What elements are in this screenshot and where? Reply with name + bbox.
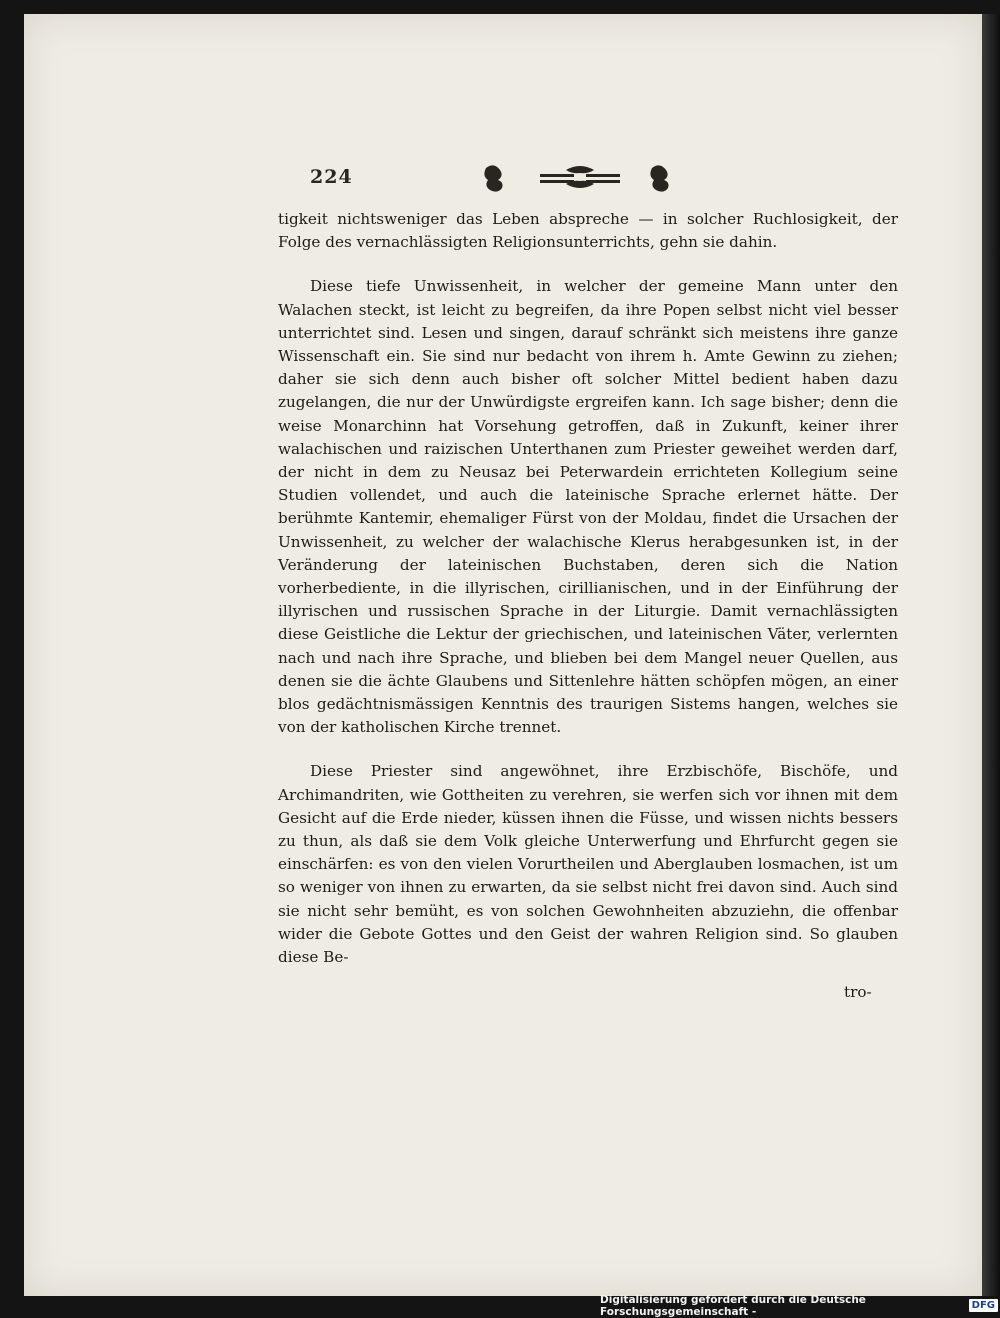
- page-number: 224: [310, 166, 353, 188]
- catchword: tro-: [844, 983, 872, 1001]
- footer-credit-text: Digitalisierung gefördert durch die Deutsche Forschungsgemeinschaft -: [600, 1293, 866, 1318]
- decorative-header-ornament: [480, 160, 680, 196]
- dfg-logo: DFG: [969, 1299, 998, 1312]
- paragraph: tigkeit nichtsweniger das Leben abspreche — in solcher Ruchlosigkeit, der Folge des vernachlässigten Religionsunterrichts, gehn sie dahin.: [278, 210, 898, 252]
- paragraph: Diese Priester sind angewöhnet, ihre Erzbischöfe, Bischöfe, und Archimandriten, wie Gottheiten zu verehren, sie werfen sich vor ihnen mit dem Gesicht auf die Erde nieder, küssen ihnen die Füsse, und wissen nichts bessers zu thun, als daß sie dem Volk gleiche Unterwerfung und Ehrfurcht gegen sie einschärfen: es von den vielen Vorurtheilen und Aberglauben losmachen, ist um so weniger von ihnen zu erwarten, da sie selbst nicht frei davon sind. Auch sind sie nicht sehr bemüht, es von solchen Gewohnheiten abzuziehn, die offenbar wider die Gebote Gottes und den Geist der wahren Religion sind. So glauben diese Be-: [278, 762, 898, 967]
- digitization-footer: [600, 1293, 998, 1318]
- page-body-text: [278, 208, 898, 969]
- paragraph: Diese tiefe Unwissenheit, in welcher der gemeine Mann unter den Walachen steckt, ist leicht zu begreifen, da ihre Popen selbst nicht viel besser unterrichtet sind. Lesen und singen, darauf schränkt sich meistens ihre ganze Wissenschaft ein. Sie sind nur bedacht von ihrem h. Amte Gewinn zu ziehen; daher sie sich denn auch bisher oft solcher Mittel bedient haben dazu zugelangen, die nur der Unwürdigste ergreifen kann. Ich sage bisher; denn die weise Monarchinn hat Vorsehung getroffen, daß in Zukunft, keiner ihrer walachischen und raizischen Unterthanen zum Priester geweihet werden darf, der nicht in dem zu Neusaz bei Peterwardein errichteten Kollegium seine Studien vollendet, und auch die lateinische Sprache erlernet hätte. Der berühmte Kantemir, ehemaliger Fürst von der Moldau, findet die Ursachen der Unwissenheit, zu welcher der walachische Klerus herabgesunken ist, in der Veränderung der lateinischen Buchstaben, deren sich die Nation vorherbediente, in die illyrischen, cirillianischen, und in der Einführung der illyrischen und russischen Sprache in der Liturgie. Damit vernachlässigten diese Geistliche die Lektur der griechischen, und lateinischen Väter, verlernten nach und nach ihre Sprache, und blieben bei dem Mangel neuer Quellen, aus denen sie die ächte Glaubens und Sittenlehre hätten schöpfen mögen, an einer blos gedächtnismässigen Kenntnis des traurigen Sistems hangen, welches sie von der katholischen Kirche trennet.: [278, 277, 898, 737]
- book-spine-edge: [982, 14, 1000, 1296]
